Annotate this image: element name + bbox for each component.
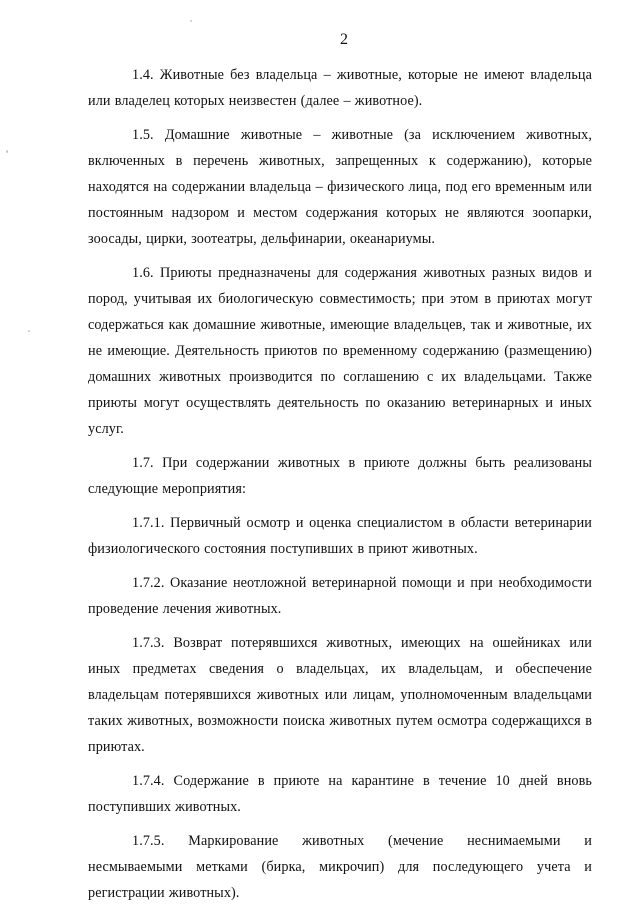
paragraph-1-4: 1.4. Животные без владельца – животные, которые не имеют владельца или владелец которых неизвестен (далее – животное). (88, 67, 592, 109)
paragraph-1-6: 1.6. Приюты предназначены для содержания животных разных видов и пород, учитывая их биологическую совместимость; при этом в приютах могут содержаться как домашние животные, имеющие владельцев, так и животные, их не имеющие. Деятельность приютов по временному содержанию (размещению) домашних животных производится по соглашению с их владельцами. Также приюты могут осуществлять деятельность по оказанию ветеринарных и иных услуг. (88, 265, 592, 437)
paragraph-1-7-4: 1.7.4. Содержание в приюте на карантине в течение 10 дней вновь поступивших животных. (88, 773, 592, 815)
paragraph-1-7-5: 1.7.5. Маркирование животных (мечение неснимаемыми и несмываемыми метками (бирка, микрочип) для последующего учета и регистрации животных). (88, 833, 592, 901)
scan-speck (28, 330, 30, 332)
paragraph-1-7: 1.7. При содержании животных в приюте должны быть реализованы следующие мероприятия: (88, 455, 592, 497)
paragraph-1-7-3: 1.7.3. Возврат потерявшихся животных, имеющих на ошейниках или иных предметах сведения о владельцах, их владельцам, и обеспечение владельцам потерявшихся животных или лицам, уполномоченным владельцами таких животных, возможности поиска животных путем осмотра содержащихся в приютах. (88, 635, 592, 755)
scan-speck (6, 150, 8, 153)
paragraph-1-7-1: 1.7.1. Первичный осмотр и оценка специалистом в области ветеринарии физиологического состояния поступивших в приют животных. (88, 515, 592, 557)
paragraph-1-7-2: 1.7.2. Оказание неотложной ветеринарной помощи и при необходимости проведение лечения животных. (88, 575, 592, 617)
scan-speck (190, 20, 192, 22)
paragraph-1-5: 1.5. Домашние животные – животные (за исключением животных, включенных в перечень животных, запрещенных к содержанию), которые находятся на содержании владельца – физического лица, под его временным или постоянным надзором и местом содержания которых не являются зоопарки, зоосады, цирки, зоотеатры, дельфинарии, океанариумы. (88, 127, 592, 247)
page-number: 2 (340, 31, 348, 48)
